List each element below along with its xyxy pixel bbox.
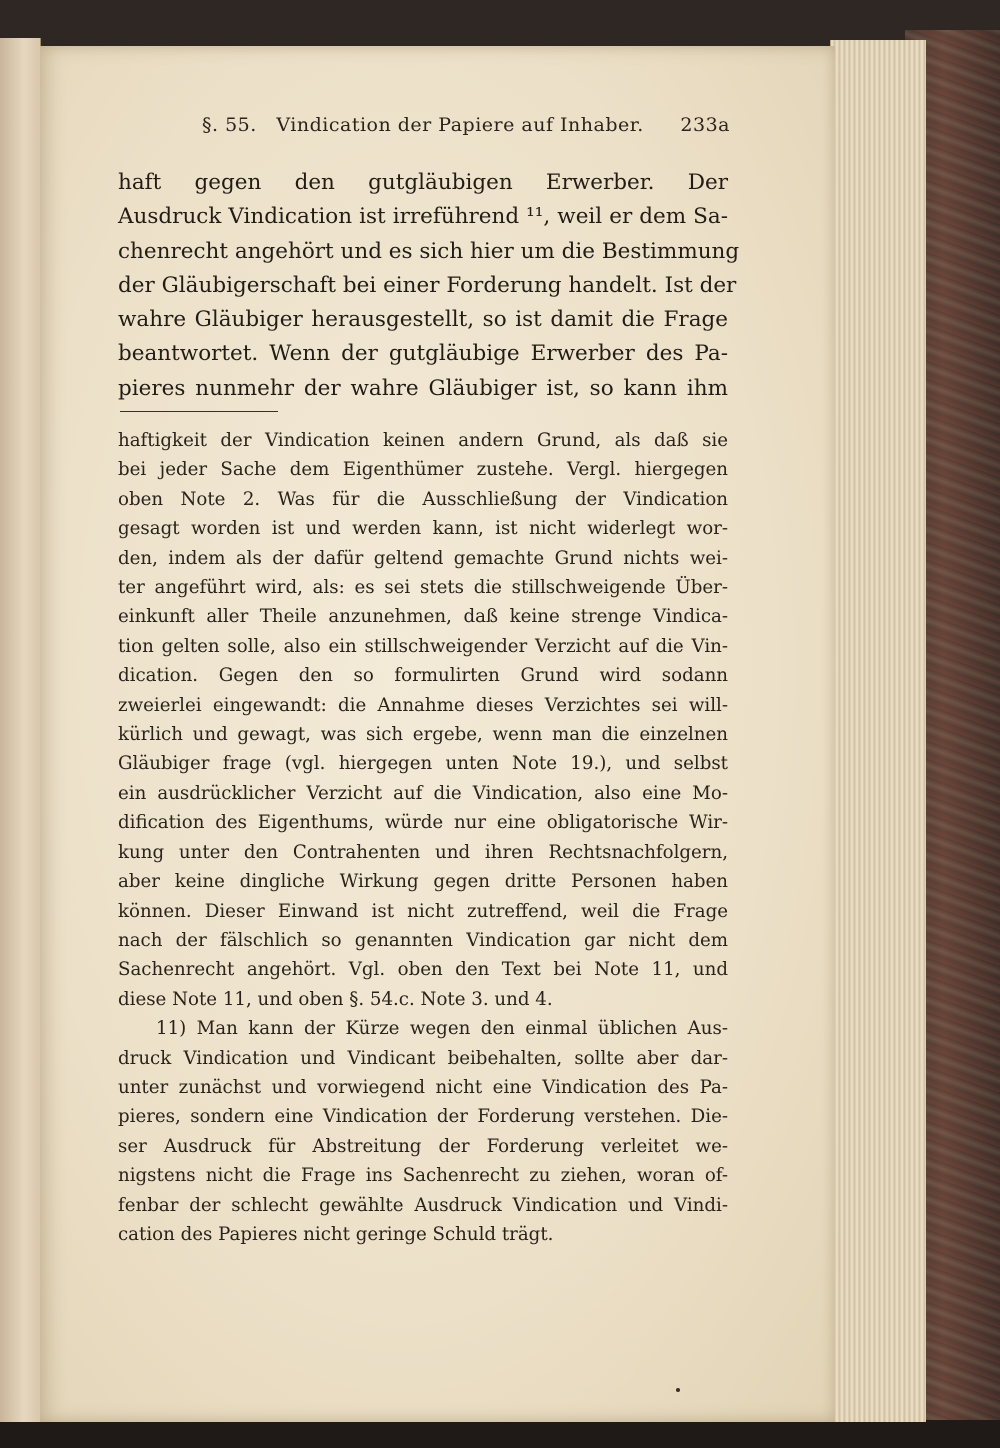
note-line: diese Note 11, und oben §. 54.c. Note 3. und 4. (118, 988, 553, 1010)
note-line: aber keine dingliche Wirkung gegen dritte Personen haben (118, 871, 728, 893)
body-line: Ausdruck Vindication ist irreführend ¹¹, weil er dem Sa- (118, 204, 728, 230)
body-line: chenrecht angehört und es sich hier um die Bestimmung (118, 238, 740, 264)
left-page-edge (0, 38, 41, 1422)
note-line: 11) Man kann der Kürze wegen den einmal üblichen Aus- (156, 1018, 728, 1040)
note-line: den, indem als der dafür geltend gemachte Grund nichts wei- (118, 547, 728, 569)
note-line: ein ausdrücklicher Verzicht auf die Vindication, also eine Mo- (118, 782, 728, 804)
header-title: Vindication der Papiere auf Inhaber. (276, 114, 644, 136)
note-line: kürlich und gewagt, was sich ergebe, wenn man die einzelnen (118, 724, 728, 746)
note-line: druck Vindication und Vindicant beibehalten, sollte aber dar- (118, 1047, 728, 1069)
body-line: pieres nunmehr der wahre Gläubiger ist, so kann ihm (118, 375, 728, 401)
footnotes (118, 426, 728, 1249)
header-section-title (202, 114, 644, 136)
page-stack-edge (830, 40, 926, 1422)
note-line: ser Ausdruck für Abstreitung der Forderung verleitet we- (118, 1135, 728, 1157)
body-line: wahre Gläubiger herausgestellt, so ist damit die Frage (118, 307, 728, 333)
note-line: bei jeder Sache dem Eigenthümer zustehe. Vergl. hiergegen (118, 459, 728, 481)
main-text (118, 166, 740, 406)
note-line: cation des Papieres nicht geringe Schuld trägt. (118, 1223, 554, 1245)
note-line: tion gelten solle, also ein stillschweigender Verzicht auf die Vin- (118, 635, 728, 657)
note-line: Gläubiger frage (vgl. hiergegen unten Note 19.), und selbst (118, 753, 728, 775)
note-line: ter angeführt wird, als: es sei stets die stillschweigende Über- (118, 577, 728, 599)
footnote-rule (120, 411, 278, 412)
note-line: können. Dieser Einwand ist nicht zutreffend, weil die Frage (118, 900, 728, 922)
note-line: dication. Gegen den so formulirten Grund wird sodann (118, 665, 728, 687)
note-line: zweierlei eingewandt: die Annahme dieses Verzichtes sei will- (118, 694, 728, 716)
running-header (118, 114, 730, 140)
note-line: oben Note 2. Was für die Ausschließung der Vindication (118, 488, 728, 510)
body-line: beantwortet. Wenn der gutgläubige Erwerber des Pa- (118, 341, 728, 367)
body-line: haft gegen den gutgläubigen Erwerber. Der (118, 170, 728, 195)
note-line: dification des Eigenthums, würde nur eine obligatorische Wir- (118, 812, 728, 834)
note-line: unter zunächst und vorwiegend nicht eine Vindication des Pa- (118, 1076, 728, 1098)
paper-speck (676, 1388, 680, 1392)
note-line: kung unter den Contrahenten und ihren Rechtsnachfolgern, (118, 841, 728, 863)
section-number: §. 55. (202, 114, 257, 136)
note-line: Sachenrecht angehört. Vgl. oben den Text bei Note 11, und (118, 959, 728, 981)
note-line: fenbar der schlecht gewählte Ausdruck Vindication und Vindi- (118, 1194, 728, 1216)
body-line: der Gläubigerschaft bei einer Forderung handelt. Ist der (118, 272, 737, 298)
note-line: nach der fälschlich so genannten Vindication gar nicht dem (118, 929, 728, 951)
note-line: einkunft aller Theile anzunehmen, daß keine strenge Vindica- (118, 606, 728, 628)
note-line: pieres, sondern eine Vindication der Forderung verstehen. Die- (118, 1106, 728, 1128)
note-line: haftigkeit der Vindication keinen andern Grund, als daß sie (118, 430, 728, 451)
page-number: 233a (680, 114, 730, 136)
note-line: nigstens nicht die Frage ins Sachenrecht zu ziehen, woran of- (118, 1165, 728, 1187)
note-line: gesagt worden ist und werden kann, ist nicht widerlegt wor- (118, 518, 728, 540)
